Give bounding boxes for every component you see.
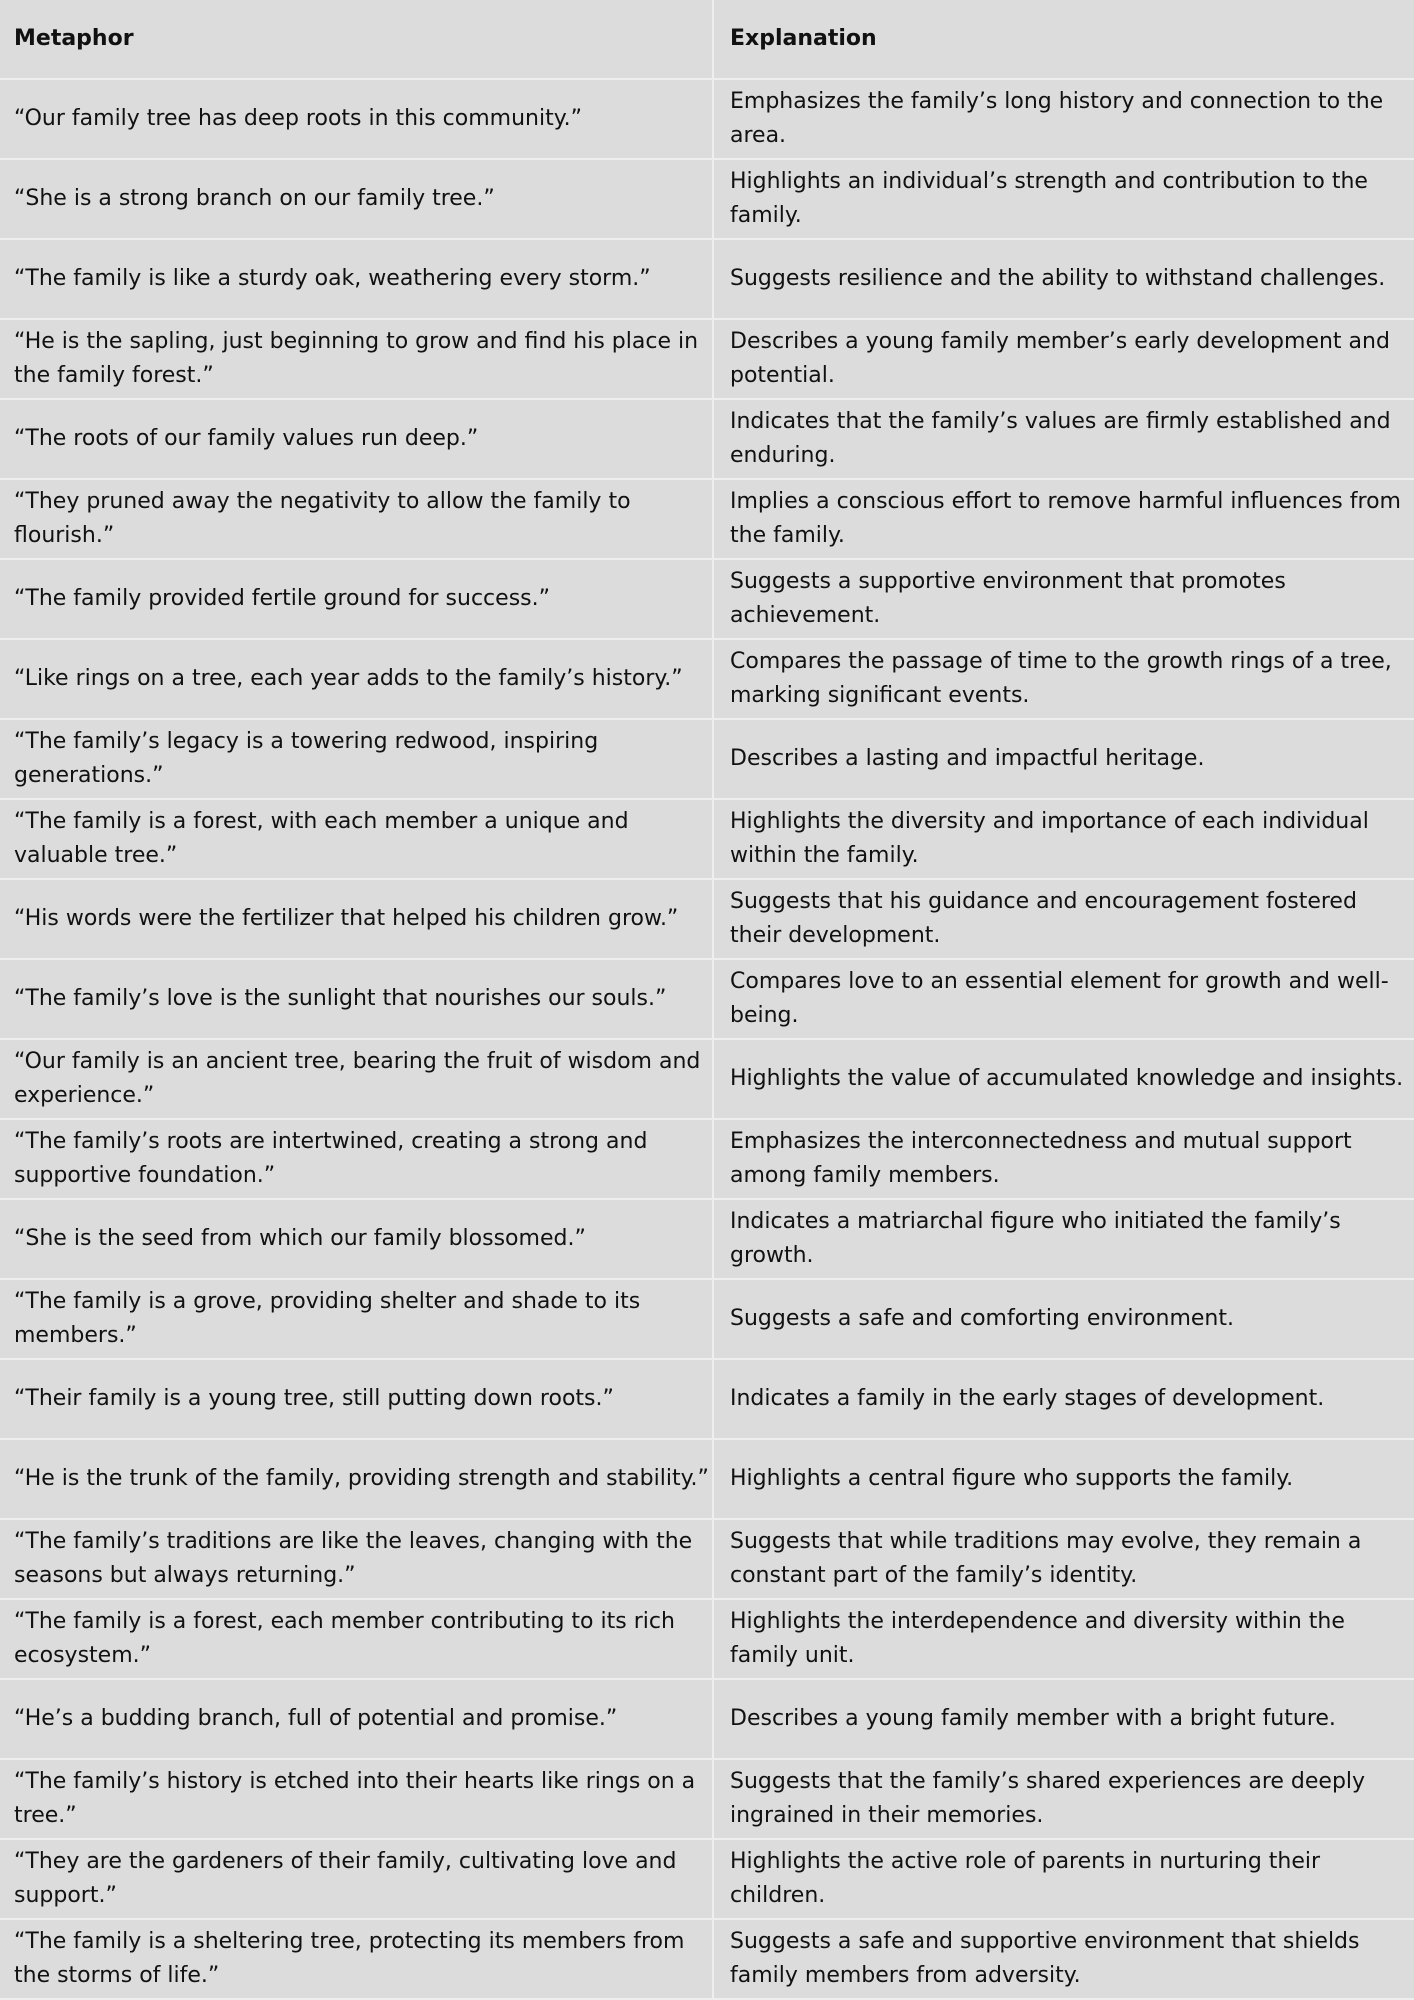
metaphor-text: “The family is a forest, each member contributing to its rich ecosystem.” bbox=[14, 1609, 675, 1668]
table-cell-explanation bbox=[714, 1360, 1414, 1440]
metaphor-text: “The family’s history is etched into their hearts like rings on a tree.” bbox=[14, 1769, 696, 1828]
table-cell-metaphor bbox=[0, 1760, 714, 1840]
table-cell-explanation bbox=[714, 1520, 1414, 1600]
metaphor-text: “The family’s love is the sunlight that nourishes our souls.” bbox=[14, 986, 667, 1011]
table-cell-explanation bbox=[714, 1280, 1414, 1360]
explanation-text: Suggests a safe and supportive environment that shields family members from adversity. bbox=[730, 1929, 1360, 1988]
table-cell-metaphor bbox=[0, 1600, 714, 1680]
explanation-text: Indicates a matriarchal figure who initiated the family’s growth. bbox=[730, 1209, 1341, 1268]
table-cell-metaphor bbox=[0, 1840, 714, 1920]
explanation-text: Suggests a safe and comforting environment. bbox=[730, 1306, 1234, 1331]
table-cell-explanation bbox=[714, 320, 1414, 400]
table-cell-metaphor bbox=[0, 80, 714, 160]
table-cell-explanation bbox=[714, 960, 1414, 1040]
metaphor-text: “They pruned away the negativity to allow the family to flourish.” bbox=[14, 489, 631, 548]
explanation-text: Suggests a supportive environment that promotes achievement. bbox=[730, 569, 1286, 628]
explanation-text: Highlights the diversity and importance of each individual within the family. bbox=[730, 809, 1369, 868]
table-cell-explanation bbox=[714, 1600, 1414, 1680]
column-header-metaphor bbox=[0, 0, 714, 80]
table-cell-explanation bbox=[714, 1840, 1414, 1920]
explanation-text: Highlights a central figure who supports the family. bbox=[730, 1466, 1294, 1491]
metaphor-text: “They are the gardeners of their family, cultivating love and support.” bbox=[14, 1849, 677, 1908]
table-cell-metaphor bbox=[0, 1200, 714, 1280]
table-cell-explanation bbox=[714, 880, 1414, 960]
table-cell-metaphor bbox=[0, 1120, 714, 1200]
metaphor-text: “The family provided fertile ground for success.” bbox=[14, 586, 551, 611]
table-cell-explanation bbox=[714, 480, 1414, 560]
table-cell-metaphor bbox=[0, 1440, 714, 1520]
table-cell-metaphor bbox=[0, 400, 714, 480]
table-cell-metaphor bbox=[0, 1360, 714, 1440]
table-cell-explanation bbox=[714, 1680, 1414, 1760]
metaphor-text: “Our family tree has deep roots in this community.” bbox=[14, 106, 582, 131]
explanation-text: Highlights the active role of parents in nurturing their children. bbox=[730, 1849, 1321, 1908]
explanation-text: Highlights the interdependence and diversity within the family unit. bbox=[730, 1609, 1345, 1668]
explanation-text: Emphasizes the interconnectedness and mutual support among family members. bbox=[730, 1129, 1352, 1188]
explanation-text: Suggests that his guidance and encouragement fostered their development. bbox=[730, 889, 1357, 948]
metaphor-text: “His words were the fertilizer that helped his children grow.” bbox=[14, 906, 679, 931]
explanation-text: Indicates a family in the early stages of development. bbox=[730, 1386, 1325, 1411]
metaphor-text: “He is the trunk of the family, providing strength and stability.” bbox=[14, 1466, 709, 1491]
table-cell-explanation bbox=[714, 1920, 1414, 2000]
metaphor-text: “Their family is a young tree, still putting down roots.” bbox=[14, 1386, 614, 1411]
explanation-text: Compares the passage of time to the growth rings of a tree, marking significant events. bbox=[730, 649, 1392, 708]
metaphor-text: “The family is a sheltering tree, protecting its members from the storms of life.” bbox=[14, 1929, 685, 1988]
metaphor-text: “The family’s traditions are like the leaves, changing with the seasons but always returning.” bbox=[14, 1529, 693, 1588]
table-cell-explanation bbox=[714, 640, 1414, 720]
column-header-metaphor-label: Metaphor bbox=[14, 26, 134, 51]
table-cell-metaphor bbox=[0, 800, 714, 880]
table-cell-metaphor bbox=[0, 1520, 714, 1600]
table-cell-metaphor bbox=[0, 1280, 714, 1360]
table-cell-metaphor bbox=[0, 1920, 714, 2000]
metaphor-text: “She is a strong branch on our family tree.” bbox=[14, 186, 495, 211]
table-cell-metaphor bbox=[0, 560, 714, 640]
table-cell-metaphor bbox=[0, 640, 714, 720]
explanation-text: Emphasizes the family’s long history and connection to the area. bbox=[730, 89, 1384, 148]
explanation-text: Highlights an individual’s strength and contribution to the family. bbox=[730, 169, 1368, 228]
explanation-text: Implies a conscious effort to remove harmful influences from the family. bbox=[730, 489, 1401, 548]
explanation-text: Indicates that the family’s values are firmly established and enduring. bbox=[730, 409, 1391, 468]
table-cell-metaphor bbox=[0, 320, 714, 400]
table-cell-metaphor bbox=[0, 1680, 714, 1760]
table-cell-metaphor bbox=[0, 160, 714, 240]
metaphor-text: “The roots of our family values run deep.” bbox=[14, 426, 479, 451]
table-cell-metaphor bbox=[0, 720, 714, 800]
table-cell-metaphor bbox=[0, 240, 714, 320]
explanation-text: Suggests that while traditions may evolve, they remain a constant part of the family’s identity. bbox=[730, 1529, 1362, 1588]
table-cell-explanation bbox=[714, 560, 1414, 640]
metaphor-text: “Our family is an ancient tree, bearing the fruit of wisdom and experience.” bbox=[14, 1049, 701, 1108]
metaphor-text: “He is the sapling, just beginning to grow and find his place in the family forest.” bbox=[14, 329, 699, 388]
table-cell-explanation bbox=[714, 1120, 1414, 1200]
table-cell-explanation bbox=[714, 720, 1414, 800]
metaphor-text: “Like rings on a tree, each year adds to the family’s history.” bbox=[14, 666, 683, 691]
explanation-text: Highlights the value of accumulated knowledge and insights. bbox=[730, 1066, 1404, 1091]
metaphor-text: “The family is a forest, with each member a unique and valuable tree.” bbox=[14, 809, 629, 868]
table-cell-explanation bbox=[714, 240, 1414, 320]
table-cell-explanation bbox=[714, 800, 1414, 880]
column-header-explanation bbox=[714, 0, 1414, 80]
metaphor-text: “The family is like a sturdy oak, weathering every storm.” bbox=[14, 266, 651, 291]
metaphor-text: “He’s a budding branch, full of potential and promise.” bbox=[14, 1706, 618, 1731]
table-cell-explanation bbox=[714, 1040, 1414, 1120]
explanation-text: Suggests resilience and the ability to withstand challenges. bbox=[730, 266, 1386, 291]
metaphor-text: “The family’s roots are intertwined, creating a strong and supportive foundation.” bbox=[14, 1129, 648, 1188]
table-cell-explanation bbox=[714, 1760, 1414, 1840]
table-cell-explanation bbox=[714, 160, 1414, 240]
table-cell-metaphor bbox=[0, 880, 714, 960]
table-cell-explanation bbox=[714, 80, 1414, 160]
table-cell-explanation bbox=[714, 1440, 1414, 1520]
metaphor-text: “The family is a grove, providing shelter and shade to its members.” bbox=[14, 1289, 641, 1348]
column-header-explanation-label: Explanation bbox=[730, 26, 877, 51]
explanation-text: Describes a lasting and impactful heritage. bbox=[730, 746, 1205, 771]
explanation-text: Describes a young family member’s early development and potential. bbox=[730, 329, 1390, 388]
table-cell-explanation bbox=[714, 1200, 1414, 1280]
table-cell-metaphor bbox=[0, 1040, 714, 1120]
metaphor-text: “She is the seed from which our family blossomed.” bbox=[14, 1226, 586, 1251]
table-cell-explanation bbox=[714, 400, 1414, 480]
explanation-text: Suggests that the family’s shared experiences are deeply ingrained in their memories. bbox=[730, 1769, 1366, 1828]
table-cell-metaphor bbox=[0, 480, 714, 560]
table-cell-metaphor bbox=[0, 960, 714, 1040]
metaphor-text: “The family’s legacy is a towering redwood, inspiring generations.” bbox=[14, 729, 599, 788]
explanation-text: Compares love to an essential element for growth and well-being. bbox=[730, 969, 1389, 1028]
explanation-text: Describes a young family member with a bright future. bbox=[730, 1706, 1336, 1731]
